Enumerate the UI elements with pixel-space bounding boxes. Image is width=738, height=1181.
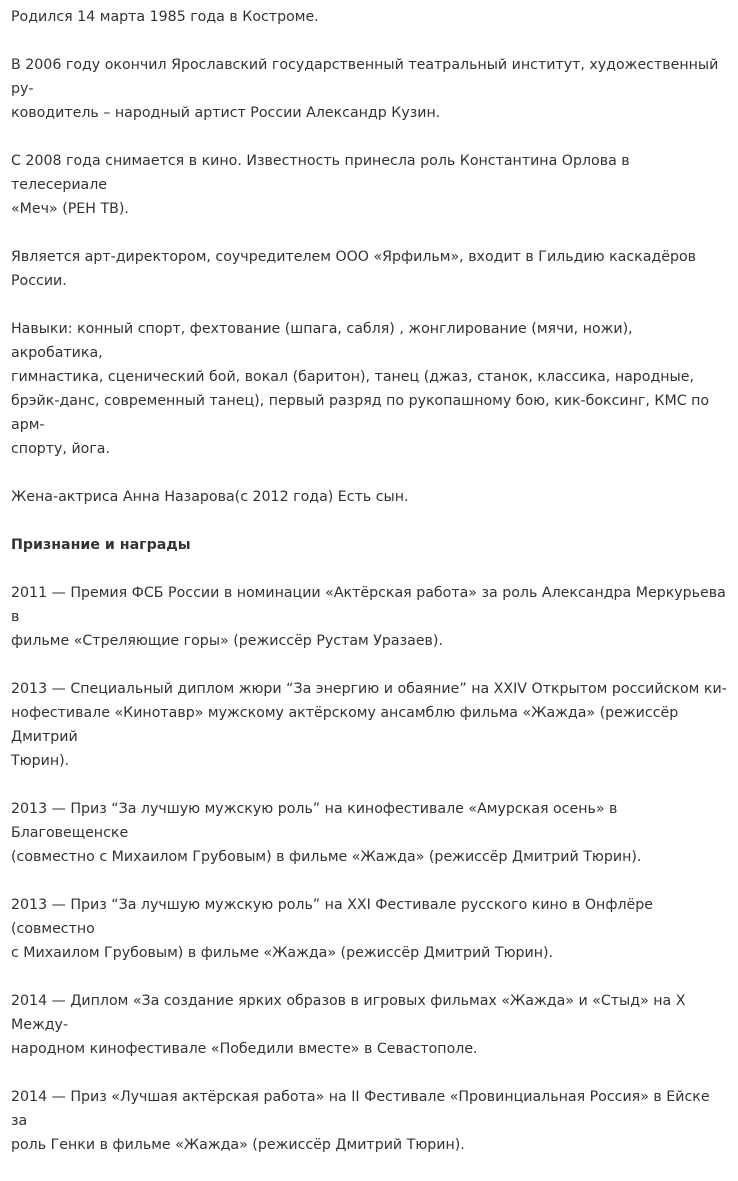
- bio-career: С 2008 года снимается в кино. Известность принесла роль Константина Орлова в телесериале «Меч» (РЕН ТВ).: [11, 153, 630, 217]
- award-item-2014-sevastopol: 2014 — Диплом «За создание ярких образов в игровых фильмах «Жажда» и «Стыд» на X Между- народном кинофестивале «Победили вместе» в Севастополе.: [11, 993, 686, 1057]
- bio-family: Жена-актриса Анна Назарова(с 2012 года) Есть сын.: [11, 489, 409, 505]
- award-item-2011: 2011 — Премия ФСБ России в номинации «Актёрская работа» за роль Александра Меркурьева в фильме «Стреляющие горы» (режиссёр Рустам Уразаев).: [11, 585, 726, 649]
- bio-birth: Родился 14 марта 1985 года в Костроме.: [11, 9, 319, 25]
- bio-company: Является арт-директором, соучредителем ООО «Ярфильм», входит в Гильдию каскадёров России.: [11, 249, 697, 289]
- awards-heading: Признание и награды: [11, 537, 191, 553]
- bio-education: В 2006 году окончил Ярославский государственный театральный институт, художественный ру- ководитель – народный артист России Александр Кузин.: [11, 57, 719, 121]
- award-item-2013-kinotavr: 2013 — Специальный диплом жюри “За энергию и обаяние” на XXIV Открытом российском ки- нофестивале «Кинотавр» мужскому актёрскому ансамблю фильма «Жажда» (режиссёр Дмитрий Тюрин).: [11, 681, 727, 769]
- award-item-2013-honfleur: 2013 — Приз “За лучшую мужскую роль” на XXI Фестивале русского кино в Онфлёре (совместно с Михаилом Грубовым) в фильме «Жажда» (режиссёр Дмитрий Тюрин).: [11, 897, 653, 961]
- award-item-2013-amur: 2013 — Приз “За лучшую мужскую роль” на кинофестивале «Амурская осень» в Благовещенске (совместно с Михаилом Грубовым) в фильме «Жажда» (режиссёр Дмитрий Тюрин).: [11, 801, 642, 865]
- article-body: [11, 5, 727, 1181]
- bio-skills: Навыки: конный спорт, фехтование (шпага, сабля) , жонглирование (мячи, ножи), акробатика, гимнастика, сценический бой, вокал (баритон), танец (джаз, станок, классика, народные, брэйк-данс, современный танец), первый разряд по рукопашному бою, кик-боксинг, КМС по арм- спорту, йога.: [11, 321, 710, 457]
- award-item-2014-yeysk: 2014 — Приз «Лучшая актёрская работа» на II Фестивале «Провинциальная Россия» в Ейске за роль Генки в фильме «Жажда» (режиссёр Дмитрий Тюрин).: [11, 1089, 710, 1153]
